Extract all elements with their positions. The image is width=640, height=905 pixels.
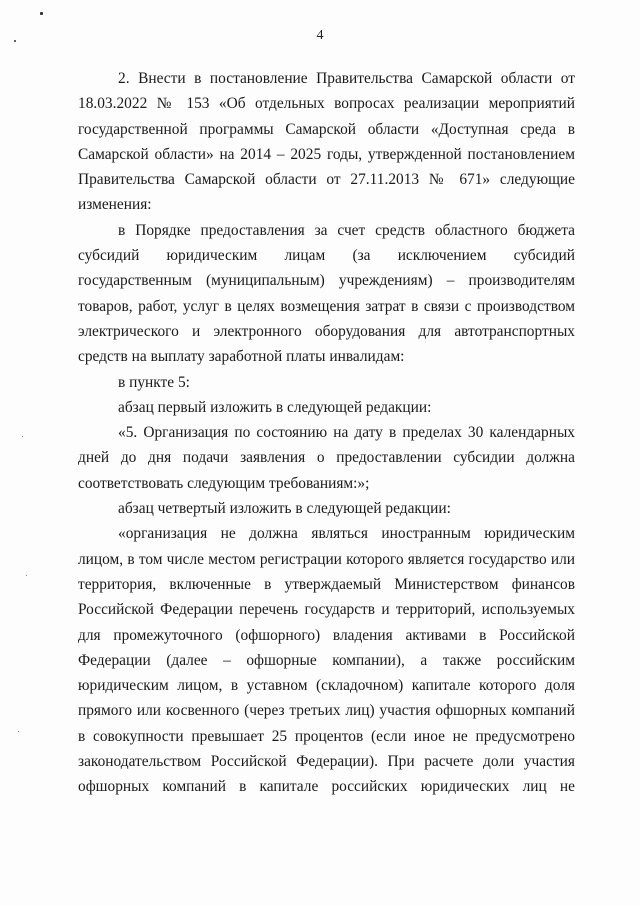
paragraph-first-abzac: абзац первый изложить в следующей редакции:	[118, 398, 432, 416]
scan-speck	[18, 731, 19, 732]
scan-speck	[22, 436, 23, 437]
paragraph-amendment-intro: 2. Внести в постановление Правительства Самарской области от 18.03.2022 № 153 «Об отдельных вопросах реализации мероприятий государственной программы Самарской области «Доступная среда в Самарской области» на 2014 – 2025 годы, утвержденной постановлением Правительства Самарской области от 27.11.2013 № 671» следующие изменения:	[78, 70, 575, 214]
paragraph-point-5: в пункте 5:	[118, 373, 190, 391]
scan-speck	[26, 575, 27, 576]
paragraph-procedure: в Порядке предоставления за счет средств областного бюджета субсидий юридическим лицам (за исключением субсидий государственным (муниципальным) учреждениям) – производителям товаров, работ, услуг в целях возмещения затрат в связи с производством электрического и электронного оборудования для автотранспортных средств на выплату заработной платы инвалидам:	[78, 221, 575, 366]
page-number: 4	[316, 28, 324, 43]
paragraph-quoted-point-5: «5. Организация по состоянию на дату в пределах 30 календарных дней до дня подачи заявления о предоставлении субсидии должна соответствовать следующим требованиям:»;	[78, 424, 575, 492]
document-body	[78, 66, 575, 800]
paragraph-fourth-abzac: абзац четвертый изложить в следующей редакции:	[118, 500, 451, 518]
scan-mark-top	[40, 12, 43, 15]
paragraph-offshore-requirement: «организация не должна являться иностранным юридическим лицом, в том числе местом регистрации которого является государство или территория, включенные в утверждаемый Министерством финансов Российской Федерации перечень государств и территорий, используемых для промежуточного (офшорного) владения активами в Российской Федерации (далее – офшорные компании), а также российским юридическим лицом, в уставном (складочном) капитале которого доля прямого или косвенного (через третьих лиц) участия офшорных компаний в совокупности превышает 25 процентов (если иное не предусмотрено законодательством Российской Федерации). При расчете доли участия офшорных компаний в капитале российских юридических лиц не	[78, 525, 575, 796]
